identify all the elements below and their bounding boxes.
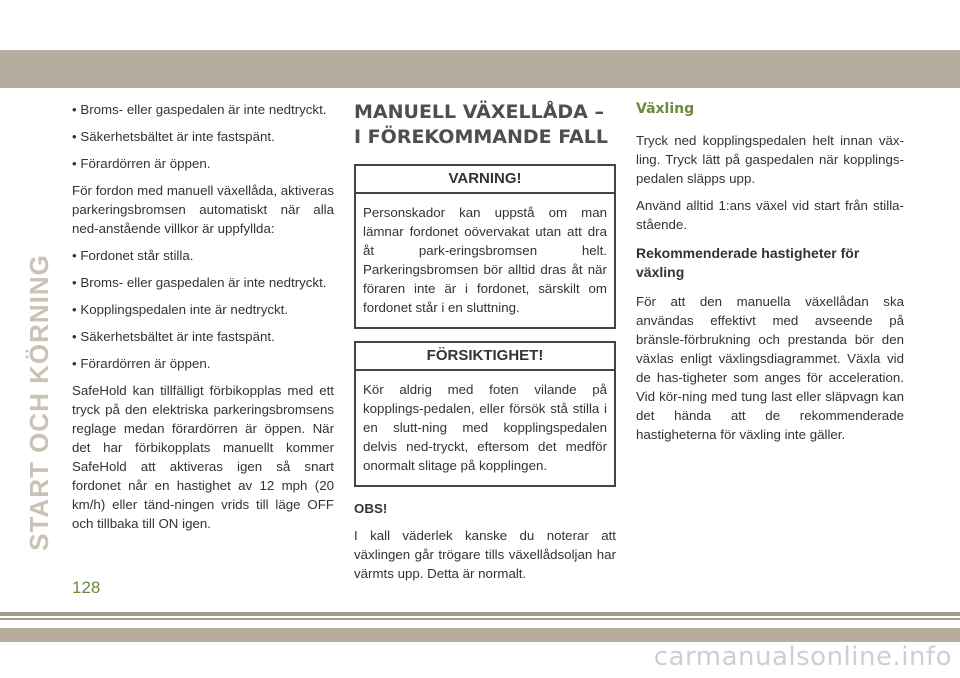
column-1 [72,100,334,541]
caution-text: Kör aldrig med foten vilande på kopplings-pedalen, eller försök stå stilla i en slutt-ning med kopplingspedalen delvis ned-tryckt, eftersom det medför onormalt slitage på kopplingen. [363,382,607,473]
paragraph: • Fordonet står stilla. [72,248,194,263]
paragraph: • Förardörren är öppen. [72,356,211,371]
note-text: I kall väderlek kanske du noterar att växlingen går trögare tills växellådsoljan har värmts upp. Detta är normalt. [354,528,616,581]
paragraph: • Säkerhetsbältet är inte fastspänt. [72,329,275,344]
paragraph: För att den manuella växellådan ska användas effektivt med avseende på bränsle-förbrukning och prestanda bör den växlas enligt växlingsdiagrammet. Växla vid de has-tigheter som anges för acceleration. Vid kör-ning med tung last eller släpvagn kan det hända att de rekommenderade hastigheterna för växling inte gäller. [636,294,904,442]
warning-box [354,164,616,329]
warning-title: VARNING! [356,166,614,194]
bottom-bar [0,628,960,642]
top-band [0,0,960,88]
top-bar [0,50,960,88]
watermark-url[interactable]: carmanualsonline.info [653,642,952,672]
paragraph: Använd alltid 1:ans växel vid start från stilla-stående. [636,198,904,232]
section-side-label-text: START OCH KÖRNING [23,253,54,551]
warning-text: Personskador kan uppstå om man lämnar fordonet oövervakat utan att dra åt park-eringsbromsen helt. Parkeringsbromsen bör alltid dras åt när föraren inte är i fordonet, särskilt om fordonet står i en sluttning. [363,205,607,315]
paragraph: • Säkerhetsbältet är inte fastspänt. [72,129,275,144]
section-heading: MANUELL VÄXELLÅDA – I FÖREKOMMANDE FALL [354,101,608,148]
paragraph: • Kopplingspedalen inte är nedtryckt. [72,302,289,317]
paragraph: • Broms- eller gaspedalen är inte nedtryckt. [72,275,327,290]
subsection-heading: Växling [636,101,695,117]
paragraph: • Broms- eller gaspedalen är inte nedtryckt. [72,102,327,117]
paragraph: • Förardörren är öppen. [72,156,211,171]
column-3 [636,100,904,452]
paragraph: Tryck ned kopplingspedalen helt innan väx-ling. Tryck lätt på gaspedalen när kopplings-pedalen släpps upp. [636,133,904,186]
column-2 [354,100,616,591]
bottom-rule [0,612,960,616]
paragraph: SafeHold kan tillfälligt förbikopplas med ett tryck på den elektriska parkeringsbromsens reglage medan förardörren är öppen. När det har förbikopplats manuellt kommer SafeHold att aktiveras igen så snart fordonet når en hastighet av 12 mph (20 km/h) eller tänd-ningen vrids till läge OFF och tillbaka till ON igen. [72,383,334,531]
section-side-label [23,253,54,551]
bottom-rule [0,618,960,620]
caution-title: FÖRSIKTIGHET! [356,343,614,371]
page-number: 128 [72,578,101,597]
paragraph: För fordon med manuell växellåda, aktiveras parkeringsbromsen automatiskt när alla ned-anstående villkor är uppfyllda: [72,183,334,236]
caution-box [354,341,616,487]
subheading: Rekommenderade hastigheter för växling [636,245,860,280]
note-label: OBS! [354,501,388,516]
